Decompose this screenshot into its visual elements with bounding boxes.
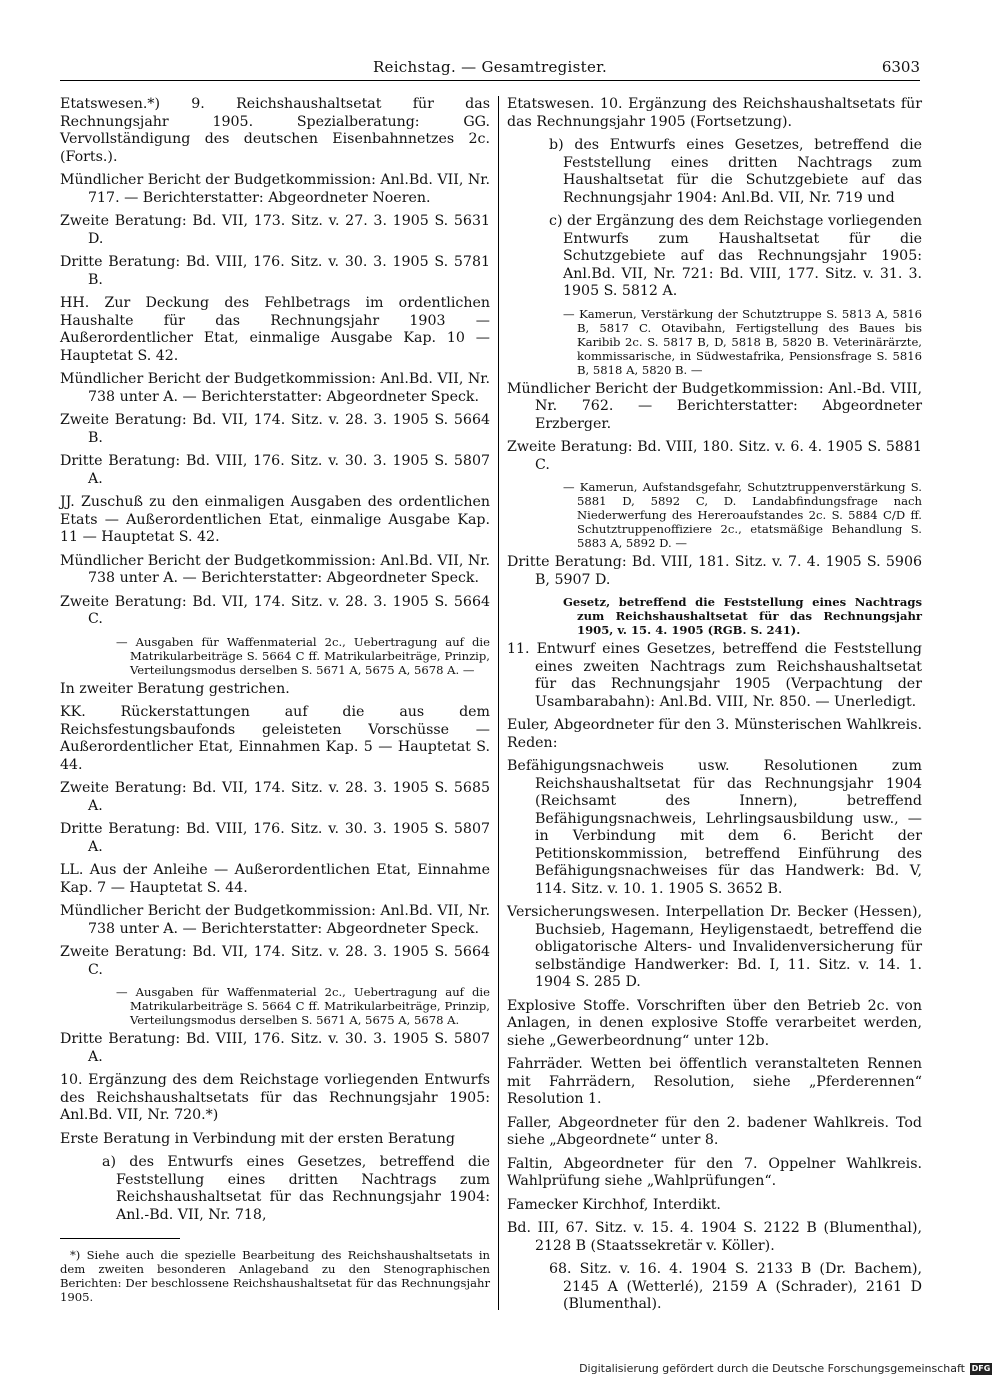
index-entry: Zweite Beratung: Bd. VII, 174. Sitz. v. 28. 3. 1905 S. 5664 B. (60, 412, 490, 446)
index-entry: Befähigungsnachweis usw. Resolutionen zum Reichshaushaltsetat für das Rechnungsjahr 1904 (Reichsamt des Innern), betreffend Befähigungsnachweis, Lehrlingsausbildung usw., — in Verbindung mit dem 6. Bericht der Petitionskommission, betreffend Einführung des Befähigungsnachweises für das Handwerk: Bd. V, 114. Sitz. v. 10. 1. 1905 S. 3652 B. (507, 758, 922, 897)
index-entry: — Ausgaben für Waffenmaterial 2c., Uebertragung auf die Matrikularbeiträge S. 5664 C ff. Matrikularbeiträge, Prinzip, Verteilungsmodus derselben S. 5671 A, 5675 A, 5678 A. — (116, 634, 490, 677)
index-entry: Versicherungswesen. Interpellation Dr. Becker (Hessen), Buchsieb, Hagemann, Heyligenstaedt, betreffend die obligatorische Alters- und Invalidenversicherung für selbständige Handwerker: Bd. I, 11. Sitz. v. 14. 1. 1904 S. 285 D. (507, 904, 922, 990)
index-entry: Dritte Beratung: Bd. VIII, 176. Sitz. v. 30. 3. 1905 S. 5781 B. (60, 254, 490, 288)
index-entry: 68. Sitz. v. 16. 4. 1904 S. 2133 B (Dr. Bachem), 2145 A (Wetterlé), 2159 A (Schrader), 2161 D (Blumenthal). (549, 1261, 922, 1312)
index-entry: c) der Ergänzung des dem Reichstage vorliegenden Entwurfs zum Haushaltsetat für die Schutzgebiete auf das Rechnungsjahr 1905: Anl.Bd. VII, Nr. 721: Bd. VIII, 177. Sitz. v. 31. 3. 1905 S. 5812 A. (549, 213, 922, 299)
index-entry: 10. Ergänzung des dem Reichstage vorliegenden Entwurfs des Reichshaushaltsetats für das Rechnungsjahr 1905: Anl.Bd. VII, Nr. 720.*) (60, 1072, 490, 1123)
index-entry: Euler, Abgeordneter für den 3. Münsterischen Wahlkreis. Reden: (507, 717, 922, 751)
left-column (60, 96, 490, 1230)
index-entry: LL. Aus der Anleihe — Außerordentlichen Etat, Einnahme Kap. 7 — Hauptetat S. 44. (60, 862, 490, 896)
index-entry: Etatswesen.*) 9. Reichshaushaltsetat für das Rechnungsjahr 1905. Spezialberatung: GG. Vervollständigung des deutschen Eisenbahnnetzes 2c. (Forts.). (60, 96, 490, 165)
index-entry: Etatswesen. 10. Ergänzung des Reichshaushaltsetats für das Rechnungsjahr 1905 (Fortsetzung). (507, 96, 922, 130)
header-title: Reichstag. — Gesamtregister. (372, 58, 608, 76)
right-column (507, 96, 922, 1320)
index-entry: Zweite Beratung: Bd. VII, 174. Sitz. v. 28. 3. 1905 S. 5664 C. (60, 944, 490, 978)
index-entry: Mündlicher Bericht der Budgetkommission: Anl.Bd. VII, Nr. 738 unter A. — Berichterstatter: Abgeordneter Speck. (60, 552, 490, 586)
column-separator (498, 96, 499, 1310)
index-entry: Erste Beratung in Verbindung mit der ersten Beratung (60, 1130, 455, 1147)
index-entry: HH. Zur Deckung des Fehlbetrags im ordentlichen Haushalte für das Rechnungsjahr 1903 — Außerordentlicher Etat, einmalige Ausgabe Kap. 10 — Hauptetat S. 42. (60, 295, 490, 364)
page-number: 6303 (881, 58, 920, 76)
index-entry: 11. Entwurf eines Gesetzes, betreffend die Feststellung eines zweiten Nachtrags zum Reichshaushaltsetat für das Rechnungsjahr 1905 (Verpachtung der Usambarabahn): Anl.Bd. VIII, Nr. 850. — Unerledigt. (507, 641, 922, 710)
index-entry: In zweiter Beratung gestrichen. (60, 680, 290, 697)
index-entry: Mündlicher Bericht der Budgetkommission: Anl.Bd. VII, Nr. 717. — Berichterstatter: Abgeordneter Noeren. (60, 172, 490, 206)
footnote-rule (60, 1238, 180, 1239)
index-entry: Mündlicher Bericht der Budgetkommission: Anl.Bd. VII, Nr. 738 unter A. — Berichterstatter: Abgeordneter Speck. (60, 903, 490, 937)
dfg-logo-icon: DFG (971, 1363, 991, 1373)
index-entry: — Ausgaben für Waffenmaterial 2c., Uebertragung auf die Matrikularbeiträge S. 5664 C ff. Matrikularbeiträge, Prinzip, Verteilungsmodus derselben S. 5671 A, 5675 A, 5678 A. (116, 985, 490, 1027)
index-entry: Explosive Stoffe. Vorschriften über den Betrieb 2c. von Anlagen, in denen explosive Stoffe verarbeitet werden, siehe „Gewerbeordnung“ unter 12b. (507, 997, 922, 1049)
index-entry: Zweite Beratung: Bd. VII, 174. Sitz. v. 28. 3. 1905 S. 5664 C. (60, 593, 490, 627)
dfg-credit-link[interactable]: Digitalisierung gefördert durch die Deutsche Forschungsgemeinschaft (579, 1362, 965, 1375)
index-entry: Gesetz, betreffend die Feststellung eines Nachtrags zum Reichshaushaltsetat für das Rechnungsjahr 1905, v. 15. 4. 1905 (RGB. S. 241). (563, 595, 922, 637)
index-entry: Fahrräder. Wetten bei öffentlich veranstalteten Rennen mit Fahrrädern, Resolution, siehe „Pferderennen“ Resolution 1. (507, 1056, 922, 1107)
index-entry: Dritte Beratung: Bd. VIII, 176. Sitz. v. 30. 3. 1905 S. 5807 A. (60, 821, 490, 855)
index-entry: Zweite Beratung: Bd. VIII, 180. Sitz. v. 6. 4. 1905 S. 5881 C. (507, 439, 922, 473)
index-entry: JJ. Zuschuß zu den einmaligen Ausgaben des ordentlichen Etats — Außerordentlichen Etat, einmalige Ausgabe Kap. 11 — Hauptetat S. 42. (60, 494, 490, 545)
index-entry: Faltin, Abgeordneter für den 7. Oppelner Wahlkreis. Wahlprüfung siehe „Wahlprüfungen“. (507, 1155, 922, 1189)
index-entry: Zweite Beratung: Bd. VII, 173. Sitz. v. 27. 3. 1905 S. 5631 D. (60, 213, 490, 247)
index-entry: Famecker Kirchhof, Interdikt. (507, 1196, 721, 1213)
index-entry: Dritte Beratung: Bd. VIII, 176. Sitz. v. 30. 3. 1905 S. 5807 A. (60, 453, 490, 487)
index-entry: — Kamerun, Aufstandsgefahr, Schutztruppenverstärkung S. 5881 D, 5892 C, D. Landabfindungsfrage nach Niederwerfung des Hereroaufstandes 2c. S. 5884 C/D ff. Schutztruppenoffiziere 2c., etatsmäßige Behandlung S. 5883 A, 5892 D. — (563, 480, 922, 550)
footer (579, 1362, 992, 1375)
running-header (60, 58, 920, 81)
index-entry: a) des Entwurfs eines Gesetzes, betreffend die Feststellung eines dritten Nachtrags zum Reichshaushaltsetat für das Rechnungsjahr 1904: Anl.-Bd. VII, Nr. 718, (102, 1154, 490, 1223)
index-entry: Bd. III, 67. Sitz. v. 15. 4. 1904 S. 2122 B (Blumenthal), 2128 B (Staatssekretär v. Köller). (507, 1220, 922, 1254)
index-entry: KK. Rückerstattungen auf die aus dem Reichsfestungsbaufonds geleisteten Vorschüsse — Außerordentlicher Etat, Einnahmen Kap. 5 — Hauptetat S. 44. (60, 704, 490, 773)
index-entry: b) des Entwurfs eines Gesetzes, betreffend die Feststellung eines dritten Nachtrags zum Haushaltsetat für die Schutzgebiete auf das Rechnungsjahr 1904: Anl.Bd. VII, Nr. 719 und (549, 137, 922, 206)
index-entry: Zweite Beratung: Bd. VII, 174. Sitz. v. 28. 3. 1905 S. 5685 A. (60, 780, 490, 814)
footnote: *) Siehe auch die spezielle Bearbeitung des Reichshaushaltsetats in dem zweiten besonderen Anlageband zu den Stenographischen Berichten: Der beschlossene Reichshaushaltsetat für das Rechnungsjahr 1905. (60, 1248, 490, 1304)
index-entry: Mündlicher Bericht der Budgetkommission: Anl.Bd. VII, Nr. 738 unter A. — Berichterstatter: Abgeordneter Speck. (60, 371, 490, 405)
index-entry: Dritte Beratung: Bd. VIII, 176. Sitz. v. 30. 3. 1905 S. 5807 A. (60, 1031, 490, 1065)
index-entry: Faller, Abgeordneter für den 2. badener Wahlkreis. Tod siehe „Abgeordnete“ unter 8. (507, 1114, 922, 1148)
index-entry: Mündlicher Bericht der Budgetkommission: Anl.-Bd. VIII, Nr. 762. — Berichterstatter: Abgeordneter Erzberger. (507, 380, 922, 432)
index-entry: Dritte Beratung: Bd. VIII, 181. Sitz. v. 7. 4. 1905 S. 5906 B, 5907 D. (507, 554, 922, 588)
index-entry: — Kamerun, Verstärkung der Schutztruppe S. 5813 A, 5816 B, 5817 C. Otavibahn, Fertigstellung des Baues bis Karibib 2c. S. 5817 B, D, 5818 B, 5820 B. Veterinärärzte, kommissarische, in Südwestafrika, Pensionsfrage S. 5816 B, 5818 A, 5820 B. — (563, 306, 922, 377)
